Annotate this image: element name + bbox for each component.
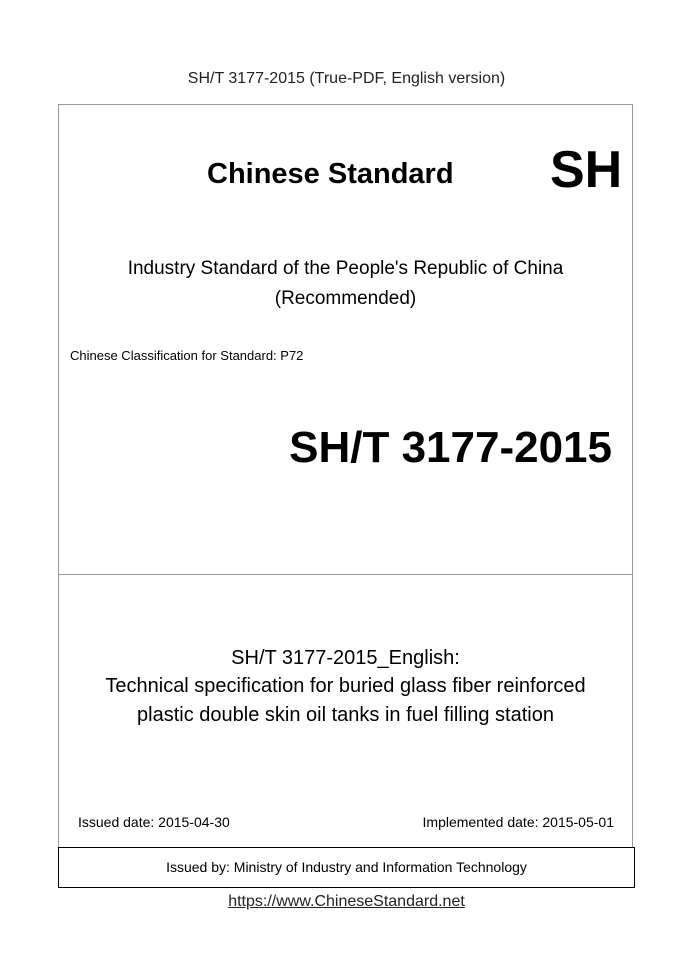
implemented-date: Implemented date: 2015-05-01 (422, 814, 614, 830)
issuer-label: Issued by: Ministry of Industry and Information Technology (166, 859, 527, 875)
standard-code: SH/T 3177-2015 (289, 423, 612, 472)
industry-line-1: Industry Standard of the People's Republic of China (127, 258, 564, 279)
standard-mark: SH (550, 141, 623, 199)
classification-label: Chinese Classification for Standard: P72 (70, 348, 304, 363)
document-title-line-1: SH/T 3177-2015_English: (231, 647, 460, 669)
document-title-line-2: Technical specification for buried glass fiber reinforced (105, 675, 586, 697)
document-title-line-3: plastic double skin oil tanks in fuel filling station (137, 704, 554, 726)
issued-date: Issued date: 2015-04-30 (78, 814, 230, 830)
page-header: SH/T 3177-2015 (True-PDF, English version) (187, 70, 506, 87)
issuer-box (58, 847, 635, 888)
industry-line-2: (Recommended) (274, 288, 417, 309)
footer-link[interactable]: https://www.ChineseStandard.net (228, 893, 465, 910)
cover-title: Chinese Standard (207, 158, 454, 190)
